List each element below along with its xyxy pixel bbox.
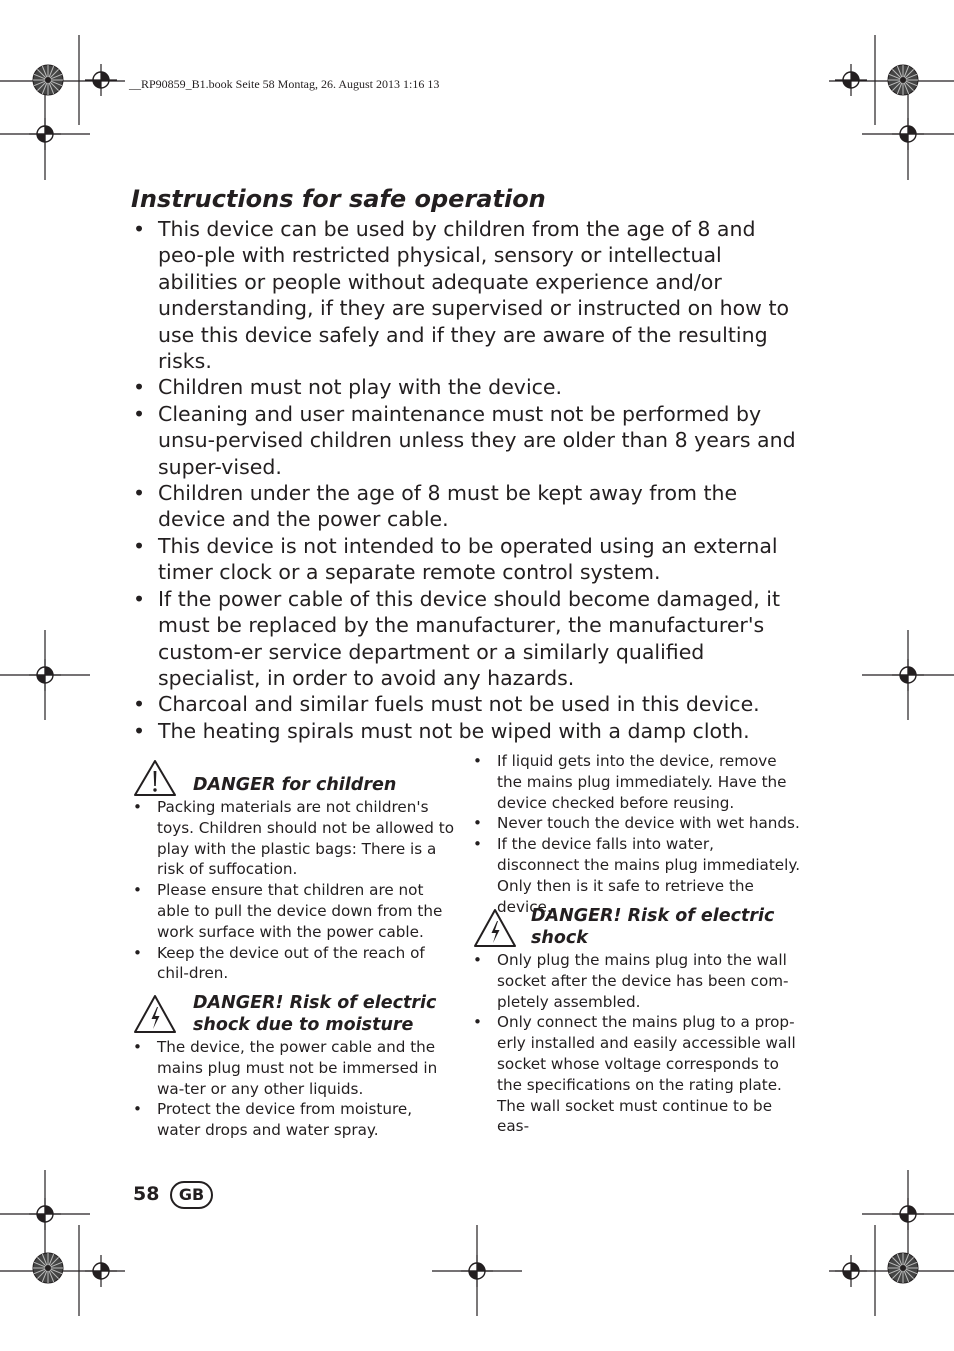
danger-electric-list	[471, 950, 801, 1137]
print-file-metadata: __RP90859_B1.book Seite 58 Montag, 26. August 2013 1:16 13	[129, 77, 440, 91]
danger-children-title: DANGER for children	[193, 775, 397, 795]
list-item: • This device can be used by children from the age of 8 and peo-ple with restricted physical, sensory or intellectual abilities or people without adequate experience and/or understanding, if they are supervised or instructed on how to use this device safely and if they are aware of the resulting risks.	[131, 216, 801, 374]
list-item: • Charcoal and similar fuels must not be used in this device.	[131, 691, 801, 717]
list-item: • Never touch the device with wet hands.	[471, 813, 801, 834]
list-item: • Keep the device out of the reach of chil-dren.	[131, 943, 459, 985]
electric-shock-triangle-icon	[473, 905, 517, 949]
danger-electric-title-line2: shock	[531, 928, 588, 948]
list-item: • Children must not play with the device.	[131, 374, 801, 400]
warning-triangle-icon	[133, 759, 177, 797]
danger-moisture-heading	[133, 991, 463, 1035]
danger-electric-heading	[473, 905, 803, 949]
safety-instructions-list	[131, 216, 801, 744]
danger-children-list	[131, 797, 459, 984]
list-item: • The heating spirals must not be wiped with a damp cloth.	[131, 718, 801, 744]
danger-moisture-list	[131, 1037, 459, 1141]
list-item: • If the power cable of this device should become damaged, it must be replaced by the manufacturer, the manufacturer's custom-er service department or a similarly qualified specialist, in order to avoid any hazards.	[131, 586, 801, 692]
electric-shock-triangle-icon	[133, 991, 177, 1035]
danger-moisture-title-line1: DANGER! Risk of electric	[193, 993, 437, 1013]
danger-electric-title-line1: DANGER! Risk of electric	[531, 906, 775, 926]
list-item: • If the device falls into water, disconnect the mains plug immediately. Only then is it safe to retrieve the device.	[471, 834, 801, 917]
liquid-safety-list	[471, 751, 801, 917]
list-item: • Protect the device from moisture, water drops and water spray.	[131, 1099, 459, 1141]
list-item: • This device is not intended to be operated using an external timer clock or a separate remote control system.	[131, 533, 801, 586]
list-item: • Only connect the mains plug to a prop-erly installed and easily accessible wall socket whose voltage corresponds to the specifications on the rating plate. The wall socket must continue to be eas-	[471, 1012, 801, 1137]
list-item: • Packing materials are not children's toys. Children should not be allowed to play with the plastic bags: There is a risk of suffocation.	[131, 797, 459, 880]
list-item: • If liquid gets into the device, remove the mains plug immediately. Have the device checked before reusing.	[471, 751, 801, 813]
list-item: • Only plug the mains plug into the wall socket after the device has been com-pletely assembled.	[471, 950, 801, 1012]
language-badge: GB	[170, 1181, 213, 1209]
danger-moisture-title-line2: shock due to moisture	[193, 1015, 414, 1035]
list-item: • The device, the power cable and the mains plug must not be immersed in wa-ter or any other liquids.	[131, 1037, 459, 1099]
list-item: • Children under the age of 8 must be kept away from the device and the power cable.	[131, 480, 801, 533]
page-number: 58	[133, 1183, 160, 1205]
list-item: • Cleaning and user maintenance must not be performed by unsu-pervised children unless they are older than 8 years and super-vised.	[131, 401, 801, 480]
list-item: • Please ensure that children are not able to pull the device down from the work surface with the power cable.	[131, 880, 459, 942]
section-title: Instructions for safe operation	[131, 185, 546, 213]
